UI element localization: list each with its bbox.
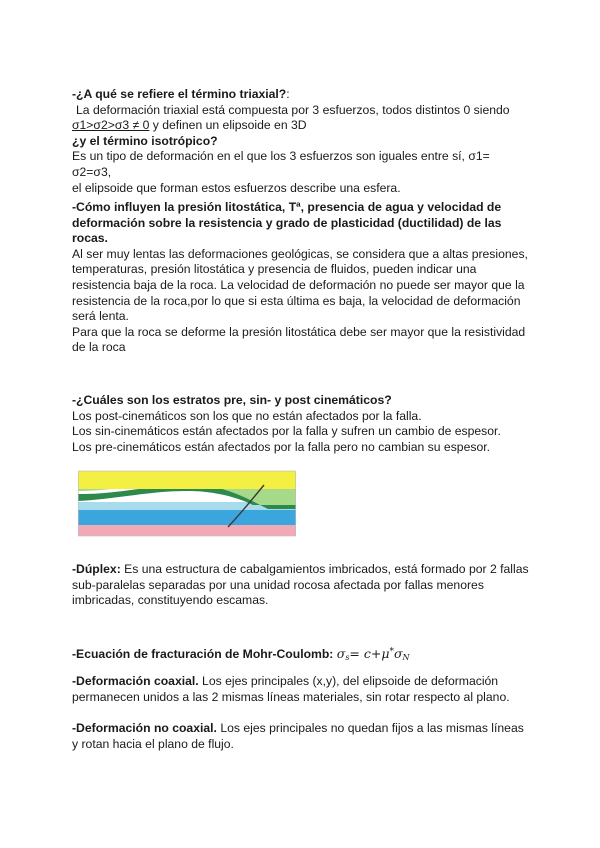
eq-plus: + [370, 646, 382, 661]
mohr-coulomb-equation [337, 646, 410, 661]
text-line: resistencia de la roca,por lo que si esta última es baja, la velocidad de deformación [72, 293, 521, 308]
question-colon: : [286, 87, 290, 101]
question-pressure-line1: -Cómo influyen la presión litostática, Tª, presencia de agua y velocidad de [72, 200, 502, 214]
text-line: permanecen unidos a las 2 mismas líneas materiales, sin rotar respecto al plano. [72, 689, 510, 704]
text-line: Para que la roca se deforme la presión litostática debe ser mayor que la resistividad [72, 324, 526, 339]
text-line: Los post-cinemáticos son los que no están afectados por la falla. [72, 408, 422, 423]
term-coaxial: -Deformación coaxial. [72, 674, 199, 688]
section-non-coaxial [72, 721, 532, 752]
text-line: La deformación triaxial está compuesta por 3 esfuerzos, todos distintos 0 siendo [76, 102, 510, 117]
eq-sub-n: N [402, 653, 410, 662]
text-line: imbricadas, constituyendo escamas. [72, 593, 269, 608]
strata-fault-figure [78, 469, 296, 539]
text-line: de la roca [72, 340, 126, 355]
text-line: Al ser muy lentas las deformaciones geológicas, se considera que a altas presiones, [72, 246, 528, 261]
question-strata: -¿Cuáles son los estratos pre, sin- y post cinemáticos? [72, 393, 392, 407]
section-triaxial [72, 87, 532, 196]
section-kinematic-strata [72, 393, 532, 455]
text-line: temperaturas, presión litostática y presencia de fluidos, pueden indicar una [72, 262, 477, 277]
text-line: resistencia baja de la roca. La velocidad de deformación no puede ser mayor que la [72, 277, 525, 292]
text-line: y rotan hacia el plano de flujo. [72, 736, 234, 751]
section-duplex [72, 562, 532, 609]
pink-layer [78, 524, 296, 536]
eq-equals: = [349, 646, 364, 661]
text-line: Los sin-cinemáticos están afectados por la falla y sufren un cambio de espesor. [72, 424, 501, 439]
title-mohr-coulomb: -Ecuación de fracturación de Mohr-Coulomb: [72, 647, 334, 661]
eq-sub-s: s [345, 653, 350, 662]
blue-layer [78, 509, 296, 525]
question-triaxial: -¿A qué se refiere el término triaxial? [72, 87, 287, 101]
section-mohr-coulomb [72, 645, 532, 666]
eq-sigma-n: σ [394, 646, 403, 661]
text-line: Es una estructura de cabalgamientos imbricados, está formado por 2 fallas [120, 562, 529, 576]
text-line: será lenta. [72, 309, 129, 324]
text-line: Los ejes principales no quedan fijos a las mismas líneas [216, 721, 524, 735]
stress-relation: σ1>σ2>σ3 ≠ 0 [72, 118, 150, 133]
text-line: Los ejes principales (x,y), del elipsoide de deformación [198, 674, 499, 688]
term-non-coaxial: -Deformación no coaxial. [72, 721, 217, 735]
section-pressure [72, 200, 532, 356]
text-line: Es un tipo de deformación en el que los 3 esfuerzos son iguales entre sí, σ1= σ2=σ3, [72, 149, 490, 179]
question-pressure-line3: rocas. [72, 231, 108, 246]
question-isotropic: ¿y el término isotrópico? [72, 133, 218, 148]
section-coaxial [72, 674, 532, 705]
eq-star: * [389, 647, 394, 657]
text-line: y definen un elipsoide en 3D [149, 118, 307, 133]
eq-sigma: σ [336, 646, 346, 661]
text-line: el elipsoide que forman estos esfuerzos describe una esfera. [72, 180, 401, 195]
text-line: sub-paralelas separadas por una unidad rocosa afectada por fallas menores [72, 577, 484, 592]
text-line: Los pre-cinemáticos están afectados por la falla pero no cambian su espesor. [72, 439, 490, 454]
eq-c: c [363, 646, 371, 661]
question-pressure-line2: deformación sobre la resistencia y grado de plasticidad (ductilidad) de las [72, 215, 502, 230]
term-duplex: -Dúplex: [72, 562, 121, 576]
eq-mu: μ [381, 646, 390, 661]
